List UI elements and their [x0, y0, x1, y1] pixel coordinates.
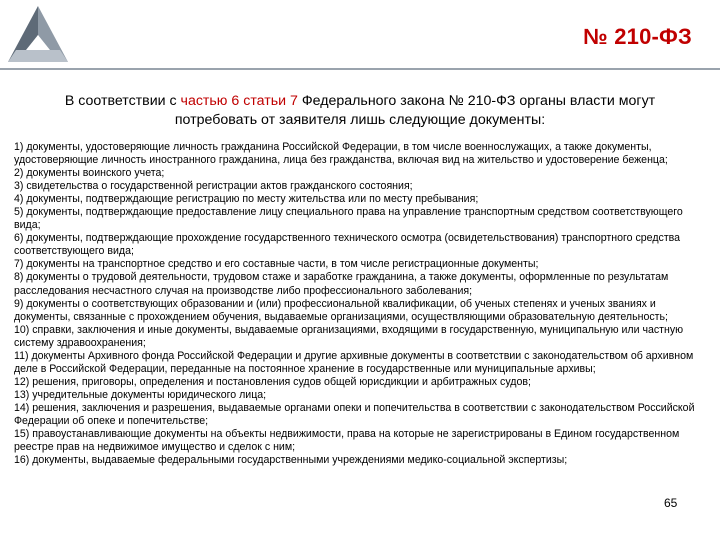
list-item: 1) документы, удостоверяющие личность гражданина Российской Федерации, в том числе военнослужащих, а также документы, удостоверяющие личность иностранного гражданина, лица без гражданства, включая вид на жительство и удостоверение беженца; — [14, 141, 668, 167]
intro-paragraph — [20, 92, 700, 130]
list-item: 4) документы, подтверждающие регистрацию по месту жительства или по месту пребывания; — [14, 193, 479, 206]
list-item: 2) документы воинского учета; — [14, 167, 165, 180]
intro-text-line2: потребовать от заявителя лишь следующие документы: — [174, 112, 546, 128]
law-article-link[interactable]: частью 6 статьи 7 — [180, 93, 298, 109]
list-item: 5) документы, подтверждающие предоставление лицу специального права на управление транспортным средством соответствующего вида; — [14, 206, 683, 232]
list-item: 12) решения, приговоры, определения и постановления судов общей юрисдикции и арбитражных судов; — [14, 375, 531, 388]
list-item: 15) правоустанавливающие документы на объекты недвижимости, права на которые не зарегистрированы в Едином государственном реестре прав на недвижимое имущество и сделок с ним; — [14, 428, 680, 454]
intro-text-part2: Федерального закона № 210-ФЗ органы власти могут — [297, 93, 656, 109]
list-item: 14) решения, заключения и разрешения, выдаваемые органами опеки и попечительства в соответствии с законодательством Российской Федерации об опеке и попечительстве; — [14, 401, 695, 427]
intro-text-part1: В соответствии с — [64, 93, 181, 109]
list-item: 6) документы, подтверждающие прохождение государственного технического осмотра (освидетельствования) транспортного средства соответствующего вида; — [14, 232, 681, 258]
page-number: 65 — [664, 496, 678, 510]
list-item: 16) документы, выдаваемые федеральными государственными учреждениями медико-социальной экспертизы; — [14, 454, 568, 467]
list-item: 11) документы Архивного фонда Российской Федерации и другие архивные документы в соответствии с законодательством об архивном деле в Российской Федерации, переданные на постоянное хранение в государственные или муниципальные архивы; — [14, 349, 694, 375]
list-item: 7) документы на транспортное средство и его составные части, в том числе регистрационные документы; — [14, 258, 539, 271]
document-list — [14, 141, 700, 467]
header-divider — [0, 68, 720, 70]
list-item: 8) документы о трудовой деятельности, трудовом стаже и заработке гражданина, а также документы, оформленные по результатам расследования несчастного случая на производстве либо профессионального заболевания; — [14, 271, 669, 297]
list-item: 3) свидетельства о государственной регистрации актов гражданского состояния; — [14, 180, 413, 193]
list-item: 9) документы о соответствующих образовании и (или) профессиональной квалификации, об ученых степенях и ученых званиях и документы, связанные с прохождением обучения, выдаваемые организациями, осуществляющими образовательную деятельность; — [14, 297, 668, 323]
page-title: № 210-ФЗ — [583, 24, 692, 49]
list-item: 13) учредительные документы юридического лица; — [14, 388, 267, 401]
list-item: 10) справки, заключения и иные документы, выдаваемые организациями, входящими в государственную, муниципальную или частную систему здравоохранения; — [14, 323, 684, 349]
triangle-logo-icon — [6, 4, 70, 66]
